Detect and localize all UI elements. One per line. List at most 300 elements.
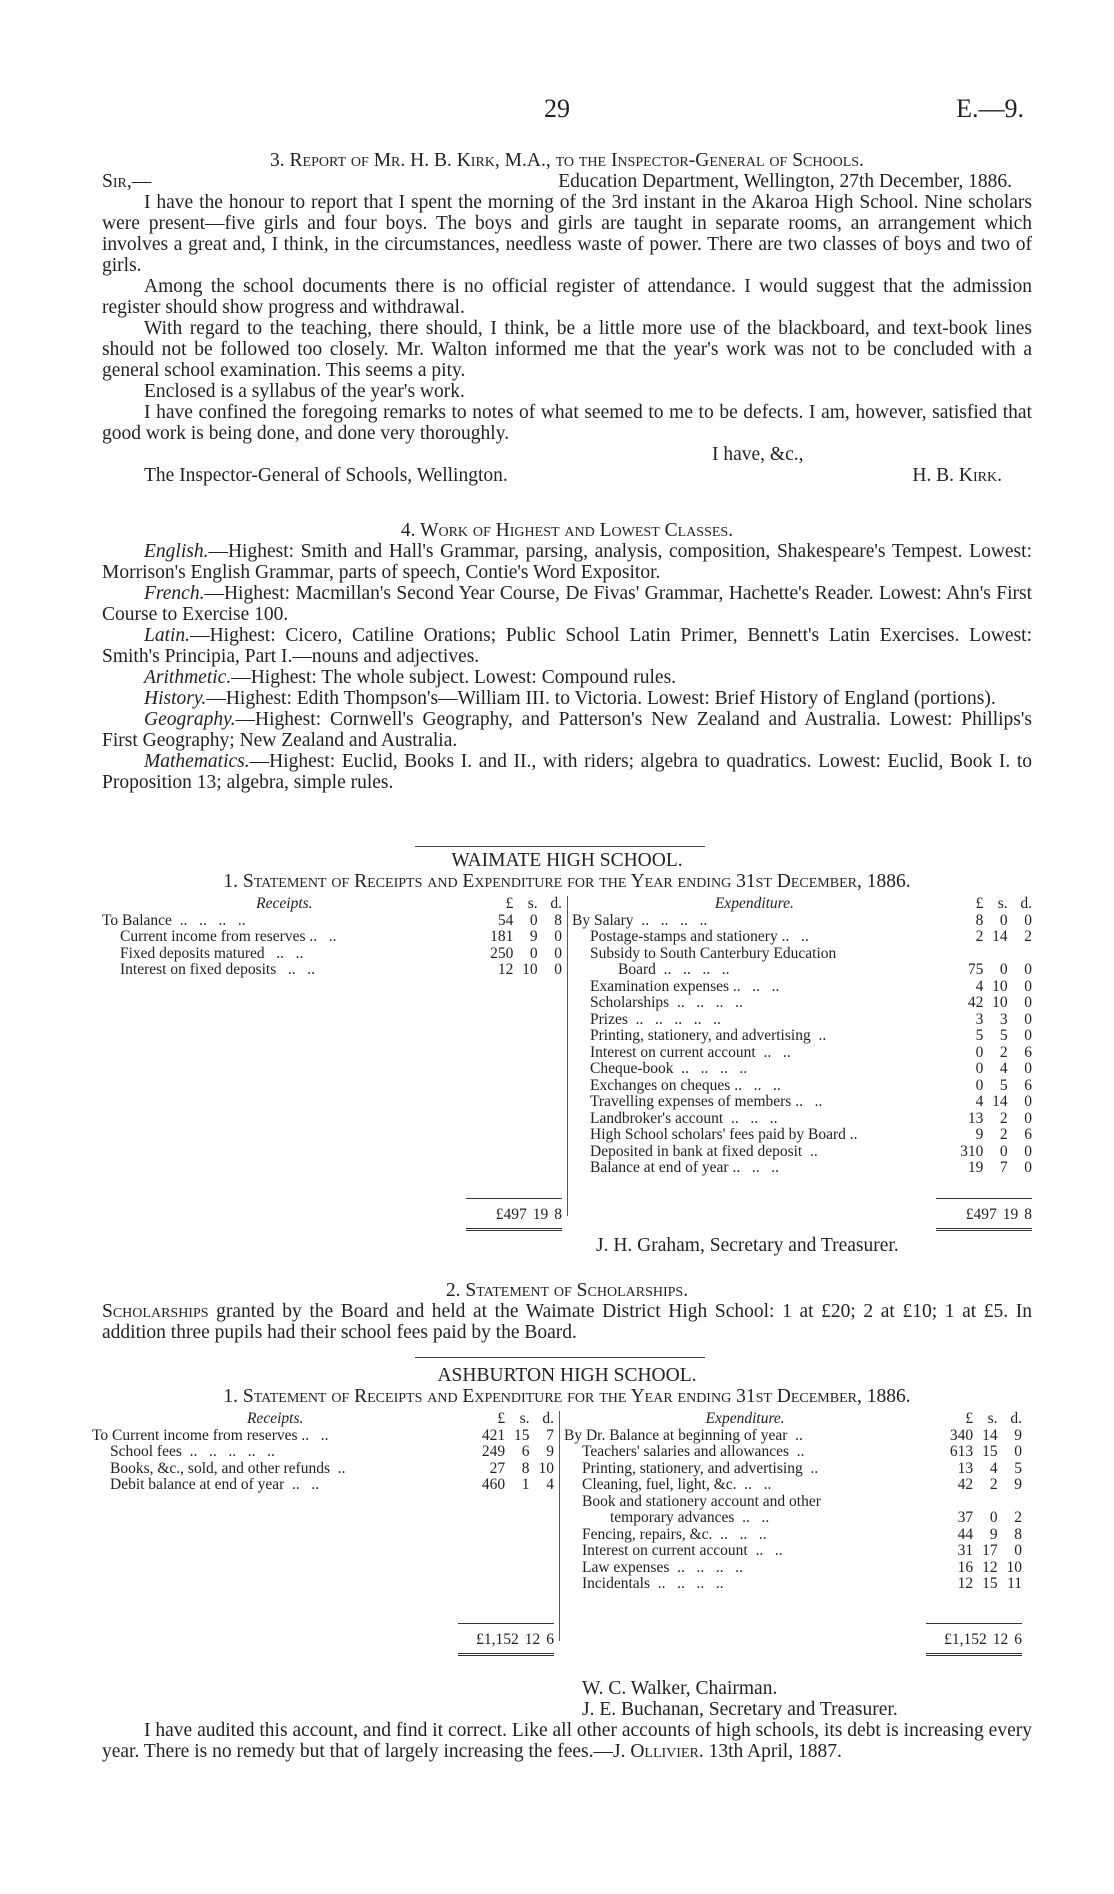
expenditure-row xyxy=(564,1494,1022,1511)
expenditure-row xyxy=(572,1012,1032,1029)
paragraph: I have the honour to report that I spent the morning of the 3rd instant in the Akaroa High School. Nine scholars were present—five girls and four boys. The boys and girls are taught in separate rooms, an arrangement which involves a great and, I think, in the circumstances, needless waste of power. There are two classes of boys and two of girls. xyxy=(102,192,1032,276)
currency-header: s. xyxy=(987,1410,998,1427)
amount-pounds: 31 xyxy=(957,1542,974,1559)
amount-pence: 0 xyxy=(1024,1027,1032,1044)
expenditure-row xyxy=(572,995,1032,1012)
item-label: Books, &c., sold, and other refunds xyxy=(110,1460,330,1477)
amount-shillings: 4 xyxy=(989,1459,998,1477)
amount-shillings: 6 xyxy=(521,1443,530,1460)
dot-leader: .. .. .. xyxy=(728,1160,779,1176)
amount-pounds: 3 xyxy=(975,1010,984,1028)
item-label: Teachers' salaries and allowances xyxy=(582,1444,789,1460)
expenditure-row xyxy=(564,1510,1022,1527)
secretary-signature: J. E. Buchanan, Secretary and Treasurer. xyxy=(582,1699,898,1720)
secretary-signature: J. H. Graham, Secretary and Treasurer. xyxy=(596,1235,899,1256)
amount-shillings: 7 xyxy=(999,1159,1008,1176)
amount-pounds: 8 xyxy=(975,911,984,929)
amount-shillings: 10 xyxy=(522,961,538,978)
amount-pence: 11 xyxy=(1007,1575,1022,1592)
amount-shillings: 1 xyxy=(521,1476,530,1493)
amount-shillings: 0 xyxy=(529,911,538,929)
item-label: Current income from reserves xyxy=(120,929,306,945)
currency-header: £ xyxy=(497,1410,506,1427)
addressee: The Inspector-General of Schools, Wellington. xyxy=(144,465,508,486)
amount-pounds: 19 xyxy=(967,1159,984,1176)
subject-text: —Highest: Smith and Hall's Grammar, parsing, analysis, composition, Shakespeare's Tempest. Lowest: Morrison's English Grammar, parts of speech, Contie's Word Expositor. xyxy=(102,541,1032,583)
chairman-signature: W. C. Walker, Chairman. xyxy=(582,1678,778,1699)
amount-pounds: 12 xyxy=(497,961,514,978)
signature: H. B. Kirk. xyxy=(912,465,1002,486)
item-label: By Salary xyxy=(572,912,634,929)
amount-shillings: 15 xyxy=(982,1575,998,1592)
expenditure-total xyxy=(936,1198,1032,1231)
paragraph: With regard to the teaching, there should, I think, be a little more use of the blackboard, and text-book lines should not be followed too closely. Mr. Walton informed me that the year's work was not to be concluded with a general school examination. This seems a pity. xyxy=(102,318,1032,381)
work-item xyxy=(102,541,1032,583)
paragraph: I have confined the foregoing remarks to notes of what seemed to me to be defects. I am, however, satisfied that good work is being done, and done very thoroughly. xyxy=(102,402,1032,444)
receipts-total xyxy=(458,1623,554,1656)
dot-leader: .. .. xyxy=(736,1477,772,1493)
work-list xyxy=(102,541,1032,793)
waimate-section xyxy=(102,850,1032,892)
receipts-row xyxy=(102,946,562,963)
amount-shillings: 9 xyxy=(989,1525,998,1543)
amount-pounds: 181 xyxy=(490,928,514,945)
item-label: Exchanges on cheques xyxy=(590,1077,731,1094)
subject-text: —Highest: Cornwell's Geography, and Patterson's New Zealand and Australia. Lowest: Phillips's First Geography; New Zealand and Australia. xyxy=(102,709,1032,751)
dot-leader: .. .. .. .. xyxy=(669,1559,743,1576)
amount-pence: 0 xyxy=(1024,1109,1032,1127)
total-shillings: 12 xyxy=(524,1631,541,1648)
expenditure-column xyxy=(564,1410,1022,1648)
receipts-column xyxy=(92,1410,554,1648)
amount-shillings: 2 xyxy=(999,1126,1008,1143)
dateline: Education Department, Wellington, 27th December, 1886. xyxy=(558,171,1012,192)
total-pounds: £497 xyxy=(495,1206,527,1223)
amount-shillings: 5 xyxy=(999,1076,1008,1094)
item-label: To Current income from reserves xyxy=(92,1427,298,1444)
amount-shillings: 5 xyxy=(999,1027,1008,1044)
subject-text: —Highest: Euclid, Books I. and II., with riders; algebra to quadratics. Lowest: Euclid, Book I. to Proposition 13; algebra, simple rules. xyxy=(102,751,1032,793)
amount-pounds: 42 xyxy=(967,994,984,1011)
column-divider xyxy=(567,896,568,1216)
total-shillings: 12 xyxy=(992,1631,1009,1648)
expenditure-row xyxy=(572,913,1032,930)
amount-pounds: 44 xyxy=(957,1525,974,1543)
currency-header: s. xyxy=(519,1410,530,1427)
item-label: Law expenses xyxy=(582,1559,670,1576)
expenditure-row xyxy=(572,929,1032,946)
amount-pence xyxy=(1008,946,1032,963)
item-label: Interest on fixed deposits xyxy=(120,962,277,978)
subject-name: Geography. xyxy=(144,709,236,730)
currency-header: d. xyxy=(1010,1410,1022,1427)
item-label: To Balance xyxy=(102,912,172,929)
amount-shillings: 14 xyxy=(992,1093,1008,1110)
amount-pence: 0 xyxy=(1024,1010,1032,1028)
amount-pence: 0 xyxy=(554,961,562,978)
amount-shillings: 8 xyxy=(521,1459,530,1477)
dot-leader: .. .. .. .. .. xyxy=(627,1011,721,1028)
amount-shillings: 0 xyxy=(999,1142,1008,1160)
dot-leader: .. xyxy=(802,1143,818,1160)
amount-pence: 0 xyxy=(1024,1159,1032,1176)
item-label: temporary advances xyxy=(610,1510,735,1526)
expenditure-row xyxy=(564,1560,1022,1577)
item-label: Cheque-book xyxy=(590,1061,674,1077)
currency-header: d. xyxy=(1020,895,1032,912)
amount-pence: 2 xyxy=(1024,928,1032,945)
item-label: Interest on current account xyxy=(582,1543,748,1559)
amount-pounds: 9 xyxy=(975,1126,984,1143)
amount-pence: 9 xyxy=(546,1443,554,1460)
amount-shillings: 14 xyxy=(982,1426,998,1444)
amount-shillings: 0 xyxy=(529,944,538,962)
receipts-row xyxy=(92,1461,554,1478)
expenditure-label: Expenditure. xyxy=(705,1410,785,1427)
amount-pence: 8 xyxy=(554,911,562,929)
expenditure-row xyxy=(564,1527,1022,1544)
amount-pounds: 27 xyxy=(489,1459,506,1477)
school-title: ASHBURTON HIGH SCHOOL. xyxy=(437,1365,697,1386)
expenditure-table xyxy=(564,1411,1022,1593)
amount-pounds: 249 xyxy=(481,1443,506,1460)
expenditure-row xyxy=(572,1094,1032,1111)
expenditure-label: Expenditure. xyxy=(714,895,794,912)
work-item xyxy=(102,583,1032,625)
amount-pounds: 310 xyxy=(960,1142,984,1160)
salutation: Sir,— xyxy=(102,171,152,192)
currency-header: d. xyxy=(542,1410,554,1427)
amount-pence: 0 xyxy=(1024,961,1032,978)
expenditure-row xyxy=(572,979,1032,996)
dot-leader: .. .. .. xyxy=(730,1077,781,1094)
currency-header: £ xyxy=(965,1410,974,1427)
amount-shillings: 3 xyxy=(999,1010,1008,1028)
amount-pounds: 2 xyxy=(975,928,984,945)
amount-pounds: 13 xyxy=(967,1109,984,1127)
amount-pence: 9 xyxy=(1014,1476,1022,1493)
item-label: Travelling expenses of members xyxy=(590,1094,792,1110)
amount-pence: 6 xyxy=(1024,1043,1032,1061)
expenditure-row xyxy=(572,946,1032,963)
divider xyxy=(415,1357,705,1358)
dot-leader: .. .. .. .. .. xyxy=(181,1444,275,1460)
expenditure-column xyxy=(572,895,1032,1223)
currency-header: £ xyxy=(505,895,514,912)
amount-pence: 9 xyxy=(1014,1426,1022,1444)
item-label: Fixed deposits matured xyxy=(120,945,265,962)
dot-leader: .. .. xyxy=(734,1510,770,1526)
section-heading: 4. Work of Highest and Lowest Classes. xyxy=(400,520,734,541)
amount-pounds: 421 xyxy=(481,1426,506,1444)
waimate-accounts xyxy=(102,896,1032,1266)
total-pence: 8 xyxy=(1024,1206,1032,1223)
item-label: Deposited in bank at fixed deposit xyxy=(590,1143,803,1160)
amount-shillings: 2 xyxy=(999,1109,1008,1127)
currency-header: d. xyxy=(550,895,562,912)
amount-shillings: 9 xyxy=(529,928,538,945)
amount-shillings: 14 xyxy=(992,928,1008,945)
closing: I have, &c., xyxy=(712,444,804,465)
expenditure-row xyxy=(564,1428,1022,1445)
dot-leader: .. xyxy=(810,1028,827,1044)
total-shillings: 19 xyxy=(532,1206,549,1223)
dot-leader: .. .. xyxy=(297,1427,329,1444)
item-label: High School scholars' fees paid by Board xyxy=(590,1127,846,1143)
item-label: Subsidy to South Canterbury Education xyxy=(590,945,837,962)
ashburton-signoff xyxy=(102,1678,1032,1762)
amount-shillings xyxy=(983,946,1007,963)
dot-leader: .. xyxy=(845,1127,858,1143)
item-label: Printing, stationery, and advertising xyxy=(590,1028,811,1044)
dot-leader: .. .. xyxy=(264,945,304,962)
amount-pounds: 54 xyxy=(497,911,514,929)
amount-pence: 0 xyxy=(554,928,562,945)
amount-pounds: 37 xyxy=(957,1509,974,1526)
amount-pounds: 42 xyxy=(957,1476,974,1493)
receipts-row xyxy=(92,1477,554,1494)
amount-pence: 0 xyxy=(1014,1542,1022,1559)
amount-pence: 0 xyxy=(1024,977,1032,995)
dot-leader: .. .. .. xyxy=(712,1526,767,1543)
work-item xyxy=(102,625,1032,667)
amount-pence: 0 xyxy=(1024,911,1032,929)
item-label: School fees xyxy=(110,1444,182,1460)
item-label: Fencing, repairs, &c. xyxy=(582,1526,713,1543)
dot-leader: .. .. .. .. xyxy=(673,1061,748,1077)
item-label: Prizes xyxy=(590,1011,628,1028)
amount-pence: 6 xyxy=(1024,1126,1032,1143)
amount-pence: 5 xyxy=(1014,1459,1022,1477)
receipts-row xyxy=(102,913,562,930)
receipts-row xyxy=(102,962,562,979)
receipts-label: Receipts. xyxy=(256,895,313,912)
dot-leader: .. .. xyxy=(305,929,337,945)
subject-name: French. xyxy=(144,583,205,604)
dot-leader: .. xyxy=(788,1444,805,1460)
page-number: 29 xyxy=(544,94,570,123)
amount-shillings: 2 xyxy=(999,1043,1008,1061)
amount-pence: 0 xyxy=(1024,1093,1032,1110)
scholarships-lead: Scholarships xyxy=(102,1301,209,1322)
amount-shillings: 0 xyxy=(989,1509,998,1526)
receipts-row xyxy=(92,1428,554,1445)
amount-pence: 6 xyxy=(1024,1076,1032,1094)
amount-pounds: 4 xyxy=(975,977,984,995)
receipts-label: Receipts. xyxy=(246,1410,304,1427)
expenditure-row xyxy=(572,1061,1032,1078)
amount-pence: 7 xyxy=(546,1426,554,1444)
scholarships-section xyxy=(102,1280,1032,1343)
amount-pence: 10 xyxy=(1006,1558,1022,1576)
work-item xyxy=(102,667,1032,688)
amount-pounds: 460 xyxy=(481,1476,506,1493)
amount-pounds xyxy=(937,946,984,963)
expenditure-row xyxy=(564,1477,1022,1494)
expenditure-table xyxy=(572,896,1032,1177)
subject-name: Latin. xyxy=(144,625,191,646)
subject-name: Mathematics. xyxy=(144,751,250,772)
section-heading: 2. Statement of Scholarships. xyxy=(445,1280,689,1301)
expenditure-row xyxy=(564,1543,1022,1560)
subject-text: —Highest: The whole subject. Lowest: Compound rules. xyxy=(231,667,677,688)
amount-pence: 2 xyxy=(1014,1509,1022,1526)
dot-leader: .. xyxy=(329,1460,346,1477)
audit-date: 13th April, 1887. xyxy=(703,1741,842,1762)
subject-text: —Highest: Macmillan's Second Year Course, De Fivas' Grammar, Hachette's Reader. Lowest: Ahn's First Course to Exercise 100. xyxy=(102,583,1032,625)
amount-pence: 8 xyxy=(1014,1525,1022,1543)
item-label: Debit balance at end of year xyxy=(110,1477,285,1493)
amount-pounds: 0 xyxy=(975,1043,984,1061)
paragraph: Among the school documents there is no official register of attendance. I would suggest that the admission register should show progress and withdrawal. xyxy=(102,276,1032,318)
amount-pounds: 613 xyxy=(949,1443,974,1460)
amount-pence: 0 xyxy=(1014,1443,1022,1460)
item-label: By Dr. Balance at beginning of year xyxy=(564,1427,788,1444)
statement-heading: 1. Statement of Receipts and Expenditure for the Year ending 31st December, 1886. xyxy=(223,871,911,892)
receipts-total xyxy=(466,1198,562,1231)
expenditure-row xyxy=(572,1111,1032,1128)
currency-header: s. xyxy=(997,895,1008,912)
dot-leader: .. .. .. .. xyxy=(650,1576,724,1592)
statement-heading: 1. Statement of Receipts and Expenditure for the Year ending 31st December, 1886. xyxy=(223,1386,911,1407)
amount-pounds: 4 xyxy=(975,1093,984,1110)
ashburton-accounts xyxy=(92,1411,1032,1676)
amount-shillings: 2 xyxy=(989,1476,998,1493)
scholarships-text: granted by the Board and held at the Waimate District High School: 1 at £20; 2 at £10; 1 at £5. In addition three pupils had their school fees paid by the Board. xyxy=(102,1301,1032,1343)
amount-pounds: 0 xyxy=(975,1060,984,1077)
amount-pounds xyxy=(926,1494,973,1511)
amount-pounds: 13 xyxy=(957,1459,974,1477)
amount-pounds: 5 xyxy=(975,1027,984,1044)
dot-leader: .. .. xyxy=(791,1094,823,1110)
expenditure-row xyxy=(572,1078,1032,1095)
expenditure-row xyxy=(572,1160,1032,1177)
amount-shillings: 10 xyxy=(992,977,1008,995)
dot-leader: .. .. .. xyxy=(723,1110,778,1127)
item-label: Balance at end of year xyxy=(590,1160,729,1176)
dot-leader: .. .. .. .. xyxy=(171,912,246,929)
dot-leader: .. .. .. .. xyxy=(655,962,730,978)
receipts-table xyxy=(102,896,562,979)
amount-shillings xyxy=(973,1494,997,1511)
expenditure-row xyxy=(572,1144,1032,1161)
amount-shillings: 0 xyxy=(999,911,1008,929)
amount-pence: 0 xyxy=(1024,994,1032,1011)
dot-leader: .. .. xyxy=(755,1044,791,1061)
amount-shillings: 15 xyxy=(514,1426,530,1444)
subject-name: English. xyxy=(144,541,209,562)
ashburton-section xyxy=(102,1365,1032,1407)
amount-pounds: 0 xyxy=(975,1076,984,1094)
amount-pounds: 12 xyxy=(957,1575,974,1592)
total-pounds: £497 xyxy=(965,1206,997,1223)
auditor-signature: J. Ollivier. xyxy=(612,1741,704,1762)
item-label: Incidentals xyxy=(582,1576,651,1592)
amount-shillings: 4 xyxy=(999,1060,1008,1077)
receipts-row xyxy=(102,929,562,946)
total-pence: 8 xyxy=(554,1206,562,1223)
currency-header: £ xyxy=(975,895,984,912)
column-divider xyxy=(559,1411,560,1641)
expenditure-row xyxy=(572,962,1032,979)
audit-text: I have audited this account, and find it correct. Like all other accounts of high schools, its debt is increasing every year. There is no remedy but that of largely increasing the fees.— xyxy=(102,1720,1032,1762)
amount-pence: 10 xyxy=(538,1459,554,1477)
total-pence: 6 xyxy=(1014,1631,1022,1648)
dot-leader: .. .. .. .. xyxy=(633,912,708,929)
dot-leader: .. xyxy=(787,1427,803,1444)
total-pounds: £1,152 xyxy=(476,1631,519,1648)
item-label: Scholarships xyxy=(590,995,670,1011)
amount-pounds: 16 xyxy=(957,1558,974,1576)
expenditure-total xyxy=(926,1623,1022,1656)
item-label: Postage-stamps and stationery xyxy=(590,929,778,945)
item-label: Interest on current account xyxy=(590,1044,756,1061)
amount-pence: 0 xyxy=(1024,1142,1032,1160)
work-of-classes xyxy=(102,520,1032,793)
dot-leader: .. .. xyxy=(276,962,316,978)
amount-shillings: 15 xyxy=(982,1443,998,1460)
amount-shillings: 0 xyxy=(999,961,1008,978)
work-item xyxy=(102,709,1032,751)
amount-shillings: 10 xyxy=(992,994,1008,1011)
amount-pence: 4 xyxy=(546,1476,554,1493)
expenditure-row xyxy=(572,1127,1032,1144)
subject-text: —Highest: Cicero, Catiline Orations; Public School Latin Primer, Bennett's Latin Exercises. Lowest: Smith's Principia, Part I.—nouns and adjectives. xyxy=(102,625,1032,667)
amount-pounds: 340 xyxy=(949,1426,974,1444)
divider xyxy=(415,846,705,847)
document-reference: E.—9. xyxy=(956,94,1024,123)
dot-leader: .. .. xyxy=(284,1477,320,1493)
expenditure-row xyxy=(564,1444,1022,1461)
school-title: WAIMATE HIGH SCHOOL. xyxy=(451,850,683,871)
work-item xyxy=(102,751,1032,793)
expenditure-row xyxy=(572,1028,1032,1045)
currency-header: s. xyxy=(527,895,538,912)
amount-shillings: 12 xyxy=(982,1558,998,1576)
kirk-report xyxy=(102,150,1032,486)
total-shillings: 19 xyxy=(1002,1206,1019,1223)
item-label: Cleaning, fuel, light, &c. xyxy=(582,1477,737,1493)
receipts-column xyxy=(102,895,562,1223)
section-heading: 3. Report of Mr. H. B. Kirk, M.A., to the Inspector-General of Schools. xyxy=(270,150,864,171)
dot-leader: .. xyxy=(802,1460,819,1477)
dot-leader: .. .. .. .. xyxy=(669,995,743,1011)
amount-pounds: 250 xyxy=(490,944,514,962)
expenditure-row xyxy=(564,1576,1022,1593)
total-pence: 6 xyxy=(546,1631,554,1648)
dot-leader: .. .. xyxy=(777,929,809,945)
receipts-table xyxy=(92,1411,554,1494)
amount-shillings: 17 xyxy=(982,1542,998,1559)
item-label: Printing, stationery, and advertising xyxy=(582,1460,803,1477)
amount-pence: 0 xyxy=(554,944,562,962)
paragraph: Enclosed is a syllabus of the year's work. xyxy=(144,381,465,402)
item-label: Examination expenses xyxy=(590,978,730,995)
subject-text: —Highest: Edith Thompson's—William III. to Victoria. Lowest: Brief History of England (portions). xyxy=(206,688,996,709)
item-label: Landbroker's account xyxy=(590,1110,724,1127)
amount-pence xyxy=(998,1494,1022,1511)
expenditure-row xyxy=(564,1461,1022,1478)
dot-leader: .. .. .. xyxy=(729,978,780,995)
item-label: Board xyxy=(618,962,656,978)
receipts-row xyxy=(92,1444,554,1461)
expenditure-row xyxy=(572,1045,1032,1062)
amount-pounds: 75 xyxy=(967,961,984,978)
work-item xyxy=(102,688,1032,709)
item-label: Book and stationery account and other xyxy=(582,1493,821,1510)
dot-leader: .. .. xyxy=(747,1543,783,1559)
total-pounds: £1,152 xyxy=(944,1631,987,1648)
